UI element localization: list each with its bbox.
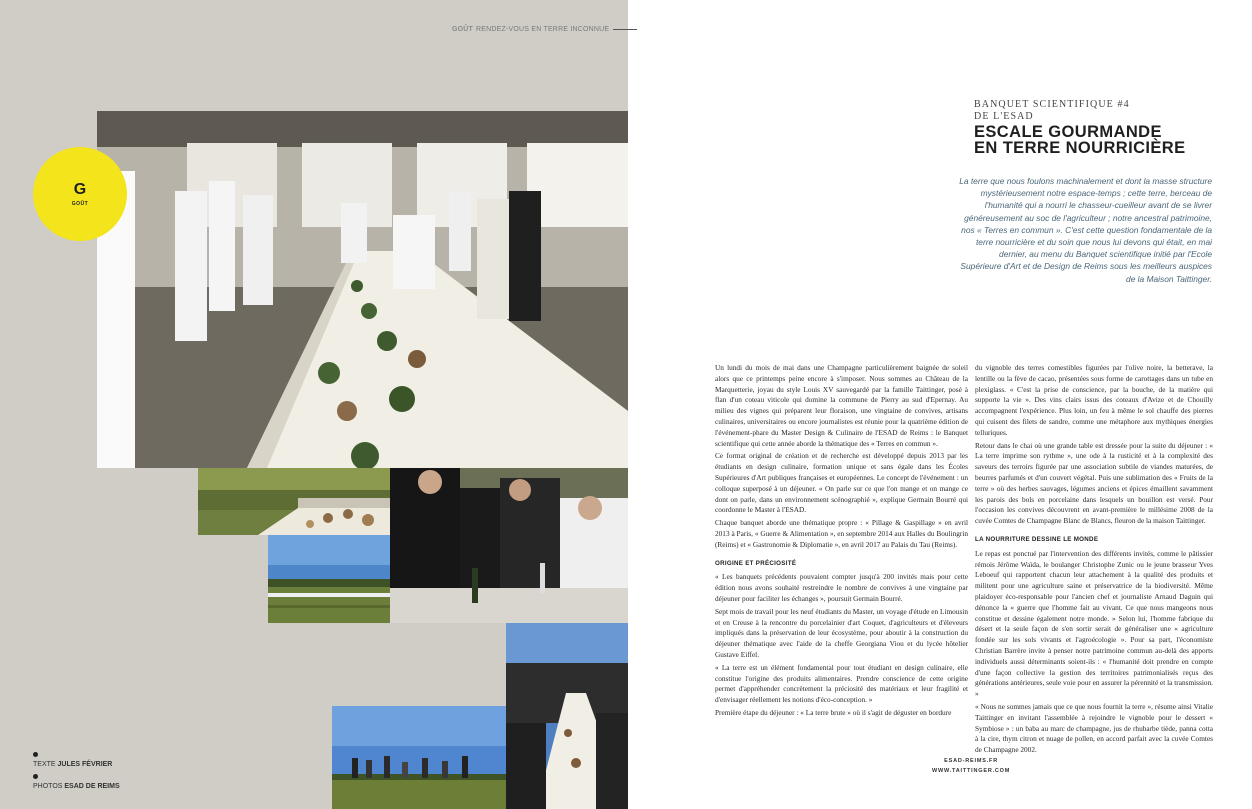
section-badge [33,147,127,241]
paragraph: Un lundi du mois de mai dans une Champagne particulièrement baignée de soleil alors que ce printemps peine encore à s'imposer. Nous sommes au Château de la Marquetterie, joyau du style Louis XV sauvegardé par la famille Taittinger, posé à flan d'un coteau viticole qui domine la commune de Pierry au sud d'Epernay. Au milieu des vignes qui préparent leur floraison, une vingtaine de convives, artisans culinaires, universitaires ou encore journalistes est réunie pour la quatrième édition de l'événement-phare du Master Design & Culinaire de l'ESAD de Reims : le Banquet scientifique qui cette année aborde la thématique des « Terres en commun ». [715,363,968,448]
link-esad[interactable]: ESAD-REIMS.FR [944,758,998,764]
photo-vineyard-landscape [268,535,390,623]
section-heading: LA NOURRITURE DESSINE LE MONDE [975,535,1099,543]
credit-text [33,761,120,768]
paragraph: du vignoble des terres comestibles figurées par l'olive noire, la betterave, la lentille ou la fève de cacao, présentées sous forme de carottages dans un tube en plexiglass. « C'est la prise de conscience, par la bouche, de la matière qui supporte la vie ». Des vins clairs issus des coteaux d'Avize et de Chouilly accompagnent l'expérience. Plus loin, un feu à même le sol chauffe des pierres qui cuisent des filets de sandre, comme une métaphore aux mythiques énergies telluriques. [975,363,1213,437]
badge-label: GOÛT [71,201,89,207]
photo-banquet-chai [97,111,628,468]
credit-photo [33,783,120,790]
paragraph: Le repas est ponctué par l'intervention des différents invités, comme le pâtissier rémois Jérôme Waïda, le boulanger Christophe Zunic ou le jeune brasseur Yves Leboeuf qui rapportent chacun leur attachement à la qualité des produits et militent pour une agriculture saine et préservatrice de la biodiversité. Même plaidoyer éco-responsable pour l'ancien chef et journaliste Arnaud Daguin qui dénonce la « guerre que l'homme fait au vivant. Ce que nous mangeons nous constitue et dessine également notre monde. » Selon lui, l'homme fabrique du désert et la seule façon de s'en sortir serait de généraliser une « agriculture fondée sur les sols vivants et l'agroécologie ». Pour sa part, l'économiste Christian Barrère invite à penser notre patrimoine commun au-delà des apports individuels aussi déterminants soient-ils : « l'humanité doit prendre en compte d'une façon collective la gestion des territoires patrimonialisés reçus des générations antérieures, seule voie pour en assurer la pérennité et la transmission. » [975,548,1213,699]
bullet-dot [33,752,38,757]
running-head-section: GOÛT [452,26,474,33]
paragraph: Sept mois de travail pour les neuf étudiants du Master, un voyage d'étude en Limousin et en Creuse à la rencontre du porcelainier d'art Coquet, d'agriculteurs et d'éleveurs impliqués dans la préservation de leur écosystème, pour aboutir à la construction du déjeuner thématique avec l'aide de la cheffe Georgiana Viou et du lycée hôtelier Gustave Eiffel. [715,606,968,659]
photo-servers-pouring [390,468,628,623]
photo-guests-vineyard [332,706,506,809]
kicker-line-1: BANQUET SCIENTIFIQUE #4 [974,99,1130,110]
photo-outdoor-table [506,623,628,809]
title-line-1: ESCALE GOURMANDE [974,123,1162,141]
paragraph: Ce format original de création et de recherche est développé depuis 2013 par les étudiants en design culinaire, formation unique et sans égale dans les Écoles Supérieures d'Art publiques françaises et européennes. Le concept de l'événement : un colloque superposé à un déjeuner. « On parle sur ce que l'on mange et on mange ce dont on parle, dans un environnement scénographié », explique Germain Bourré qui coordonne le Master à l'ESAD. [715,451,968,515]
badge-letter: G [73,181,87,198]
article-title [974,124,1186,156]
body-column-1 [715,363,968,721]
credit-photo-name: ESAD DE REIMS [64,783,120,790]
running-head [452,26,628,38]
paragraph: Chaque banquet aborde une thématique propre : « Pillage & Gaspillage » en avril 2013 à Paris, « Guerre & Alimentation », en septembre 2014 aux Halles du Boulingrin (Reims) et « Gastronomie & Diplomatie », en avril 2017 au Palais du Tau (Reims). [715,518,968,549]
paragraph: « La terre est un élément fondamental pour tout étudiant en design culinaire, elle constitue l'origine des produits alimentaires. Prendre conscience de cette origine permet d'appréhender concrètement la préciosité des matériaux et leur fragilité et d'envisager réellement les notions d'éco-conception. » [715,662,968,705]
credit-photo-label: PHOTOS [33,783,63,790]
running-head-subtitle: RENDEZ-VOUS EN TERRE INCONNUE [476,26,610,33]
paragraph: « Nous ne sommes jamais que ce que nous fournit la terre », résume ainsi Vitalie Taittinger en invitant l'assemblée à rejoindre le vignoble pour le dessert « Symbiose » : un baba au marc de champagne, jus de rhubarbe tiède, panna cotta à la cire, thym citron et nuage de pollen, en accord parfait avec la cuvée Comtes de Champagne 2002. [975,701,1213,755]
link-taittinger[interactable]: WWW.TAITTINGER.COM [932,768,1011,774]
paragraph: Première étape du déjeuner : « La terre brute » où il s'agit de déguster en bordure [715,707,952,717]
running-head-rule [613,29,637,30]
paragraph: Retour dans le chai où une grande table est dressée pour la suite du déjeuner : « La terre imprime son rythme », une ode à la rusticité et à la complexité des saveurs des terroirs figurée par une association subtile de viandes maturées, de beurres parfumés et d'un couvert végétal. Puis une sublimation des « Fruits de la terre » où des herbes sauvages, légumes anciens et épices émaillent savamment les parois des bols en porcelaine dans lesquels un bouillon est versé. Pour l'occasion les convives découvrent en avant-première le millésime 2008 de la cuvée Comtes de Champagne Blanc de Blancs, fleuron de la maison Taittinger. [975,440,1213,526]
credits [33,752,120,796]
title-line-2: EN TERRE NOURRICIÈRE [974,139,1186,157]
article-chapo: La terre que nous foulons machinalement et dont la masse structure mystérieusement notre espace-temps ; cette terre, berceau de l'humanité qui a nourri le chasseur-cueilleur avant de se livrer généreusement au soc de l'agriculteur ; notre ancestral patrimoine, nos « Terres en commun ». C'est cette question fondamentale de la terre nourricière et du soin que nous lui devons qui était, en mai dernier, au menu du Banquet scientifique initié par l'Ecole Supérieure d'Art et de Design de Reims sous les meilleurs auspices de la Maison Taittinger. [959,176,1212,284]
article-kicker [974,99,1130,123]
kicker-line-2: DE L'ESAD [974,111,1034,122]
credit-text-label: TEXTE [33,761,56,768]
footer-urls [932,756,1010,776]
bullet-dot [33,774,38,779]
photo-vineyard-table [198,468,390,535]
credit-text-name: JULES FÉVRIER [57,761,113,768]
paragraph: « Les banquets précédents pouvaient compter jusqu'à 200 invités mais pour cette édition nous avons souhaité restreindre le nombre de convives à une vingtaine par déjeuner pour faciliter les échanges », poursuit Germain Bourré. [715,572,968,603]
section-heading: ORIGINE ET PRÉCIOSITÉ [715,559,797,567]
body-column-2 [975,363,1213,758]
